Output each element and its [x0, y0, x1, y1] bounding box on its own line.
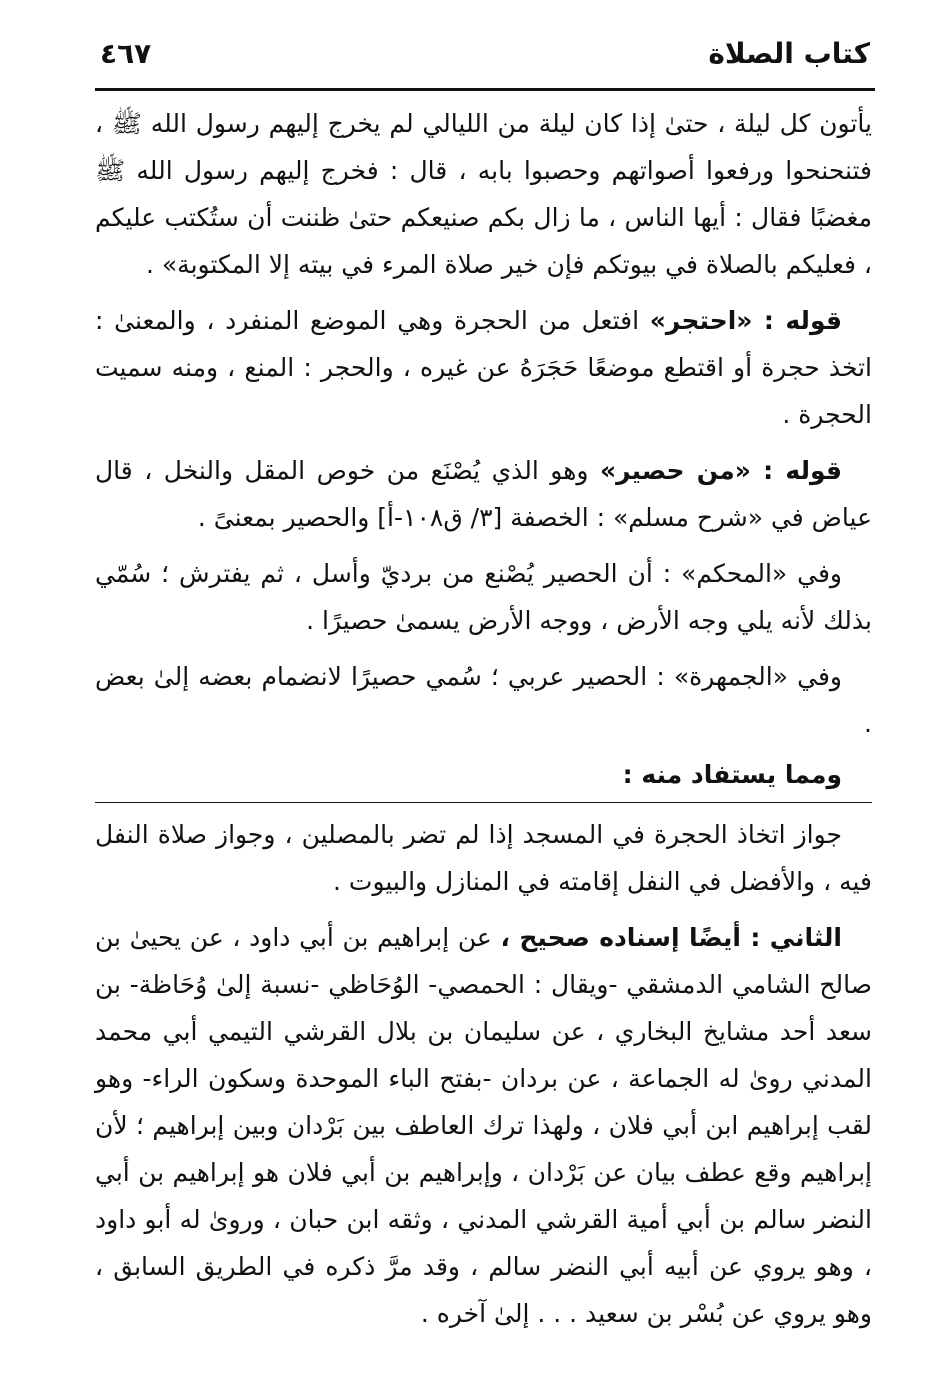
paragraph-jamhara [95, 653, 872, 747]
paragraph-muhkam [95, 550, 872, 644]
paragraph-text: يأتون كل ليلة ، حتىٰ إذا كان ليلة من الليالي لم يخرج إليهم رسول الله ﷺ ، فتنحنحوا ورفعوا أصواتهم وحصبوا بابه ، قال : فخرج إليهم رسول الله ﷺ مغضبًا فقال : أيها الناس ، ما زال بكم صنيعكم حتىٰ ظننت أن ستُكتب عليكم ، فعليكم بالصلاة في بيوتكم فإن خير صلاة المرء في بيته إلا المكتوبة» . [95, 109, 872, 279]
paragraph-text: عن إبراهيم بن أبي داود ، عن يحيىٰ بن صالح الشامي الدمشقي -ويقال : الحمصي- الوُحَاظي -نسبة إلىٰ وُحَاظة- بن سعد أحد مشايخ البخاري ، عن سليمان بن بلال القرشي التيمي أبي محمد المدني روىٰ له الجماعة ، عن بردان -بفتح الباء الموحدة وسكون الراء- وهو لقب إبراهيم ابن أبي فلان ، ولهذا ترك العاطف بين بَرْدان وبين إبراهيم ؛ لأن إبراهيم وقع عطف بيان عن بَرْدان ، وإبراهيم بن أبي فلان هو إبراهيم بن أبي النضر سالم بن أبي أمية القرشي المدني ، وثقه ابن حبان ، وروىٰ له أبو داود ، وهو يروي عن أبيه أبي النضر سالم ، وقد مرَّ ذكره في الطريق السابق ، وهو يروي عن بُسْر بن سعيد . . . إلىٰ آخره . [95, 923, 872, 1328]
paragraph-text: جواز اتخاذ الحجرة في المسجد إذا لم تضر بالمصلين ، وجواز صلاة النفل فيه ، والأفضل في النفل إقامته في المنازل والبيوت . [95, 820, 872, 896]
paragraph-text: وفي «الجمهرة» : الحصير عربي ؛ سُمي حصيرًا لانضمام بعضه إلىٰ بعض . [95, 662, 872, 738]
paragraph-second-isnad [95, 914, 872, 1337]
paragraph-min-hasir [95, 447, 872, 541]
paragraph-hadith-continuation [95, 100, 872, 288]
paragraph-lead: الثاني : أيضًا إسناده صحيح ، [500, 923, 842, 952]
paragraph-lead: قوله : «من حصير» [599, 456, 842, 485]
chapter-title: كتاب الصلاة [708, 37, 870, 71]
paragraph-text: افتعل من الحجرة وهي الموضع المنفرد ، والمعنىٰ : اتخذ حجرة أو اقتطع موضعًا حَجَرَهُ عن غيره ، والحجر : المنع ، ومنه سميت الحجرة . [95, 306, 872, 429]
section-heading-rule [95, 802, 872, 803]
header-rule [95, 88, 875, 91]
paragraph-text: وفي «المحكم» : أن الحصير يُصْنع من برديّ وأسل ، ثم يفترش ؛ سُمّي بذلك لأنه يلي وجه الأرض ، ووجه الأرض يسمىٰ حصيرًا . [95, 559, 872, 635]
running-head [100, 28, 870, 80]
paragraph-lead: قوله : «احتجر» [649, 306, 842, 335]
body-text [95, 100, 872, 1337]
page-number: ٤٦٧ [100, 37, 152, 71]
paragraph-text: وهو الذي يُصْنَع من خوص المقل والنخل ، قال عياض في «شرح مسلم» : الخصفة [٣/ ق١٠٨-أ] والحصير بمعنىً . [95, 456, 872, 532]
section-heading-benefits [95, 751, 872, 798]
paragraph-benefits [95, 811, 872, 905]
section-heading-text: ومما يستفاد منه : [622, 760, 842, 789]
paragraph-ihtajar [95, 297, 872, 438]
